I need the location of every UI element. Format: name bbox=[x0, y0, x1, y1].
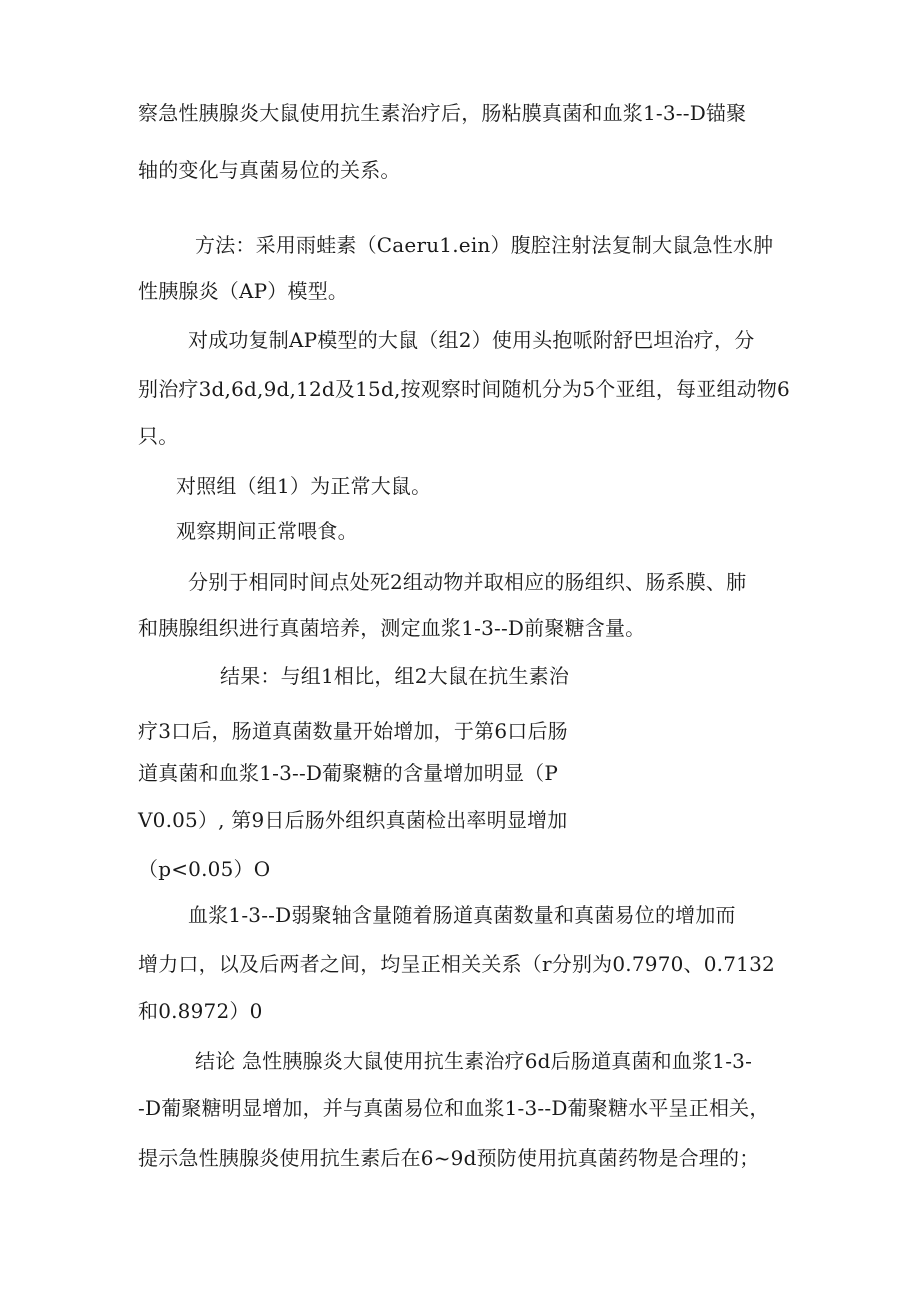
conclusion-paragraph-line: 结论 急性胰腺炎大鼠使用抗生素治疗6d后肠道真菌和血浆1-3- bbox=[195, 1049, 753, 1073]
text-line: 只。 bbox=[138, 424, 179, 448]
text-line: 疗3口后，肠道真菌数量开始增加，于第6口后肠 bbox=[138, 719, 568, 743]
text-line: 别治疗3d,6d,9d,12d及15d,按观察时间随机分为5个亚组，每亚组动物6 bbox=[138, 377, 790, 401]
text-line: 道真菌和血浆1-3--D葡聚糖的含量增加明显（P bbox=[138, 761, 559, 785]
observation-line: 观察期间正常喂食。 bbox=[176, 519, 358, 543]
text-line: （p<0.05）O bbox=[138, 857, 271, 881]
treatment-paragraph-line: 对成功复制AP模型的大鼠（组2）使用头抱哌附舒巴坦治疗，分 bbox=[188, 328, 755, 352]
results-paragraph-line: 结果：与组1相比，组2大鼠在抗生素治 bbox=[220, 664, 570, 688]
correlation-paragraph-line: 血浆1-3--D弱聚轴含量随着肠道真菌数量和真菌易位的增加而 bbox=[188, 903, 736, 927]
text-line: 察急性胰腺炎大鼠使用抗生素治疗后，肠粘膜真菌和血浆1-3--D锚聚 bbox=[138, 101, 747, 125]
methods-paragraph-line: 方法：采用雨蛙素（Caeru1.ein）腹腔注射法复制大鼠急性水肿 bbox=[195, 233, 774, 257]
text-line: -D葡聚糖明显增加，并与真菌易位和血浆1-3--D葡聚糖水平呈正相关， bbox=[138, 1096, 770, 1120]
text-line: 和胰腺组织进行真菌培养，测定血浆1-3--D前聚糖含量。 bbox=[138, 616, 646, 640]
sampling-paragraph-line: 分别于相同时间点处死2组动物并取相应的肠组织、肠系膜、肺 bbox=[188, 570, 747, 594]
text-line: V0.05）, 第9日后肠外组织真菌检出率明显增加 bbox=[138, 808, 568, 832]
text-line: 轴的变化与真菌易位的关系。 bbox=[138, 158, 401, 182]
text-line: 和0.8972）0 bbox=[138, 999, 263, 1023]
control-group-line: 对照组（组1）为正常大鼠。 bbox=[176, 474, 432, 498]
text-line: 提示急性胰腺炎使用抗生素后在6~9d预防使用抗真菌药物是合理的； bbox=[138, 1146, 760, 1170]
text-line: 性胰腺炎（AP）模型。 bbox=[138, 279, 349, 303]
text-line: 增力口，以及后两者之间，均呈正相关关系（r分别为0.7970、0.7132 bbox=[138, 952, 775, 976]
